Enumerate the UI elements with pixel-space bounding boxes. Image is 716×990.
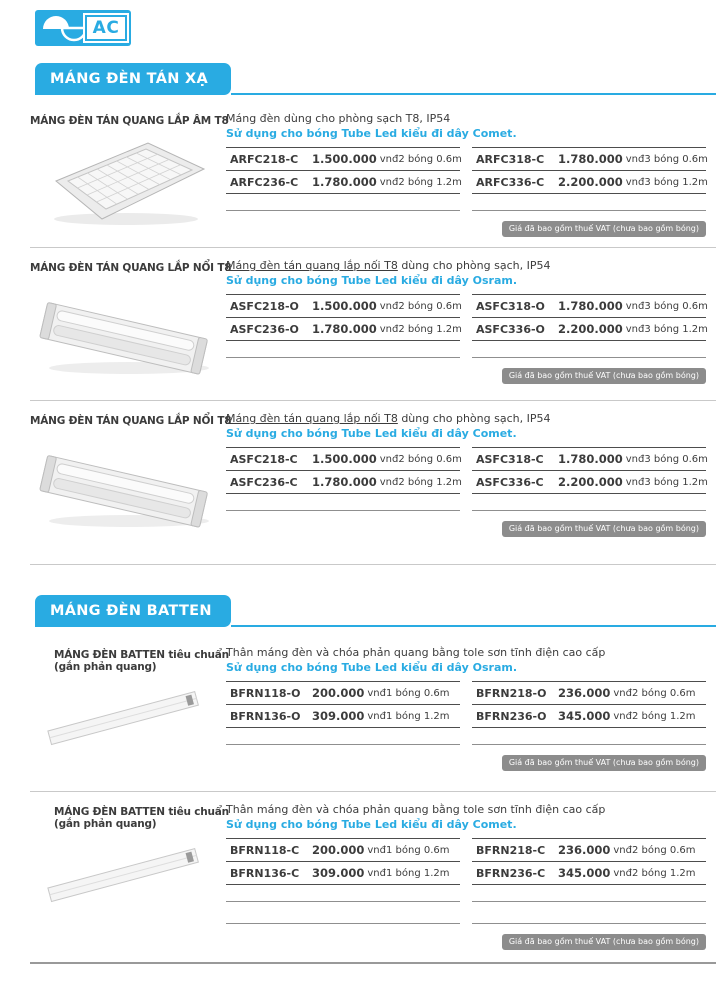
model-code: BFRN218-O xyxy=(476,686,547,700)
price: 1.780.000 xyxy=(312,475,377,489)
product-block-asfc-o xyxy=(30,248,716,401)
price-row xyxy=(226,704,460,728)
model-code: BFRN236-O xyxy=(476,709,547,723)
model-code: ARFC336-C xyxy=(476,175,545,189)
currency: vnđ xyxy=(379,476,399,488)
section-header-tan-xa xyxy=(35,63,716,95)
price: 2.200.000 xyxy=(558,322,623,336)
description-text: Thân máng đèn và chóa phản quang bằng tole sơn tĩnh điện cao cấp xyxy=(226,803,606,816)
product-title: MÁNG ĐÈN BATTEN tiêu chuẩn xyxy=(54,649,229,661)
lamp-spec: 3 bóng 1.2m xyxy=(644,323,708,335)
model-code: ARFC236-C xyxy=(230,175,299,189)
model-code: ASFC336-C xyxy=(476,475,544,489)
currency: vnđ xyxy=(367,710,386,722)
product-description xyxy=(226,802,706,817)
price-table-left xyxy=(226,838,460,885)
lamp-spec: 1 bóng 1.2m xyxy=(386,710,450,722)
price-table-left xyxy=(226,681,460,728)
product-block-bfrn-o xyxy=(30,635,716,792)
empty-row-rule xyxy=(226,923,706,924)
empty-row-rule xyxy=(226,901,706,902)
lamp-spec: 2 bóng 1.2m xyxy=(632,867,696,879)
description-underlined: Máng đèn tán quang lắp nối T8 xyxy=(226,412,398,425)
price-row xyxy=(226,317,460,341)
price-table-left xyxy=(226,147,460,194)
currency: vnđ xyxy=(367,867,386,879)
brand-logo xyxy=(35,10,131,46)
price-row xyxy=(472,147,706,170)
model-code: BFRN118-C xyxy=(230,843,300,857)
empty-row-rule xyxy=(226,744,706,745)
currency: vnđ xyxy=(625,300,645,312)
product-title: MÁNG ĐÈN TÁN QUANG LẮP ÂM T8 xyxy=(30,115,229,127)
product-title: MÁNG ĐÈN TÁN QUANG LẮP NỔI T8 xyxy=(30,262,232,274)
price-row xyxy=(226,838,460,861)
section-header-rule xyxy=(231,625,716,627)
lamp-spec: 2 bóng 0.6m xyxy=(398,300,462,312)
description-text: Máng đèn dùng cho phòng sạch T8, IP54 xyxy=(226,112,451,125)
description-underlined: Máng đèn tán quang lắp nối T8 xyxy=(226,259,398,272)
lamp-spec: 2 bóng 0.6m xyxy=(632,687,696,699)
description-text: dùng cho phòng sạch, IP54 xyxy=(397,412,551,425)
price-table-right xyxy=(472,147,706,194)
model-code: ASFC218-O xyxy=(230,299,299,313)
product-description xyxy=(226,411,706,426)
product-image-batten-strip xyxy=(34,675,218,767)
model-code: ASFC218-C xyxy=(230,452,298,466)
product-block-bfrn-c xyxy=(30,792,716,964)
model-code: BFRN136-C xyxy=(230,866,300,880)
lamp-spec: 2 bóng 1.2m xyxy=(398,323,462,335)
section-header-batten xyxy=(35,595,716,627)
price-row xyxy=(472,681,706,704)
price-row xyxy=(472,470,706,494)
price-table-right xyxy=(472,294,706,341)
model-code: ARFC318-C xyxy=(476,152,545,166)
price-table-left xyxy=(226,294,460,341)
product-subtitle: (gắn phản quang) xyxy=(54,661,157,673)
price-row xyxy=(226,861,460,885)
model-code: BFRN236-C xyxy=(476,866,546,880)
product-description xyxy=(226,645,706,660)
tube-compat-note: Sử dụng cho bóng Tube Led kiểu đi dây Comet. xyxy=(226,427,517,440)
lamp-spec: 3 bóng 0.6m xyxy=(644,153,708,165)
currency: vnđ xyxy=(625,153,645,165)
model-code: ARFC218-C xyxy=(230,152,299,166)
lamp-spec: 2 bóng 0.6m xyxy=(398,153,462,165)
price-table-right xyxy=(472,838,706,885)
currency: vnđ xyxy=(613,844,632,856)
price: 1.780.000 xyxy=(312,322,377,336)
currency: vnđ xyxy=(379,453,399,465)
currency: vnđ xyxy=(613,687,632,699)
model-code: BFRN218-C xyxy=(476,843,546,857)
price-row xyxy=(226,681,460,704)
lamp-spec: 3 bóng 1.2m xyxy=(644,476,708,488)
price: 309.000 xyxy=(312,709,365,723)
price: 1.780.000 xyxy=(558,452,623,466)
lamp-spec: 3 bóng 0.6m xyxy=(644,300,708,312)
description-text: Thân máng đèn và chóa phản quang bằng tole sơn tĩnh điện cao cấp xyxy=(226,646,606,659)
currency: vnđ xyxy=(625,453,645,465)
price: 1.500.000 xyxy=(312,152,377,166)
price: 200.000 xyxy=(312,843,365,857)
price-row xyxy=(226,294,460,317)
vat-note-badge: Giá đã bao gồm thuế VAT (chưa bao gồm bóng) xyxy=(502,521,706,537)
tube-compat-note: Sử dụng cho bóng Tube Led kiểu đi dây Comet. xyxy=(226,127,517,140)
price: 1.780.000 xyxy=(558,152,623,166)
lamp-spec: 1 bóng 0.6m xyxy=(386,844,450,856)
model-code: BFRN118-O xyxy=(230,686,301,700)
section-header-rule xyxy=(231,93,716,95)
product-image-surface-twin-tube xyxy=(34,276,218,378)
price: 200.000 xyxy=(312,686,365,700)
price-row xyxy=(472,704,706,728)
price-row xyxy=(472,317,706,341)
product-title: MÁNG ĐÈN TÁN QUANG LẮP NỔI T8 xyxy=(30,415,232,427)
product-image-batten-strip xyxy=(34,832,218,924)
price-row xyxy=(472,170,706,194)
currency: vnđ xyxy=(613,710,632,722)
model-code: BFRN136-O xyxy=(230,709,301,723)
lamp-spec: 2 bóng 1.2m xyxy=(632,710,696,722)
vat-note-badge: Giá đã bao gồm thuế VAT (chưa bao gồm bóng) xyxy=(502,755,706,771)
vat-note-badge: Giá đã bao gồm thuế VAT (chưa bao gồm bóng) xyxy=(502,368,706,384)
tube-compat-note: Sử dụng cho bóng Tube Led kiểu đi dây Osram. xyxy=(226,661,518,674)
product-description xyxy=(226,111,706,126)
section-tab-label: MÁNG ĐÈN TÁN XẠ xyxy=(35,63,231,95)
lamp-spec: 1 bóng 0.6m xyxy=(386,687,450,699)
price: 236.000 xyxy=(558,843,611,857)
product-description xyxy=(226,258,706,273)
currency: vnđ xyxy=(625,476,645,488)
price: 345.000 xyxy=(558,866,611,880)
tube-compat-note: Sử dụng cho bóng Tube Led kiểu đi dây Osram. xyxy=(226,274,518,287)
price-row xyxy=(226,170,460,194)
price: 2.200.000 xyxy=(558,475,623,489)
product-image-recessed-troffer xyxy=(36,129,216,229)
price: 236.000 xyxy=(558,686,611,700)
empty-row-rule xyxy=(226,210,706,211)
currency: vnđ xyxy=(625,323,645,335)
price: 1.780.000 xyxy=(312,175,377,189)
lamp-spec: 3 bóng 1.2m xyxy=(644,176,708,188)
price-table-right xyxy=(472,447,706,494)
lamp-spec: 2 bóng 1.2m xyxy=(398,176,462,188)
section-tab-label: MÁNG ĐÈN BATTEN xyxy=(35,595,231,627)
currency: vnđ xyxy=(367,687,386,699)
price-row xyxy=(472,447,706,470)
currency: vnđ xyxy=(379,153,399,165)
product-block-arfc xyxy=(30,101,716,248)
price-row xyxy=(226,447,460,470)
price-row xyxy=(226,470,460,494)
price: 345.000 xyxy=(558,709,611,723)
price: 2.200.000 xyxy=(558,175,623,189)
product-title: MÁNG ĐÈN BATTEN tiêu chuẩn xyxy=(54,806,229,818)
price-row xyxy=(472,861,706,885)
model-code: ASFC236-C xyxy=(230,475,298,489)
lamp-spec: 2 bóng 0.6m xyxy=(398,453,462,465)
currency: vnđ xyxy=(379,323,399,335)
currency: vnđ xyxy=(379,176,399,188)
price-table-left xyxy=(226,447,460,494)
model-code: ASFC236-O xyxy=(230,322,299,336)
description-text: dùng cho phòng sạch, IP54 xyxy=(397,259,551,272)
price-row xyxy=(472,294,706,317)
product-image-surface-twin-tube xyxy=(34,429,218,531)
price: 1.500.000 xyxy=(312,452,377,466)
price-row xyxy=(226,147,460,170)
vat-note-badge: Giá đã bao gồm thuế VAT (chưa bao gồm bóng) xyxy=(502,221,706,237)
logo-waves-icon xyxy=(35,10,91,46)
currency: vnđ xyxy=(613,867,632,879)
empty-row-rule xyxy=(226,510,706,511)
model-code: ASFC318-C xyxy=(476,452,544,466)
currency: vnđ xyxy=(379,300,399,312)
tube-compat-note: Sử dụng cho bóng Tube Led kiểu đi dây Comet. xyxy=(226,818,517,831)
model-code: ASFC318-O xyxy=(476,299,545,313)
lamp-spec: 2 bóng 0.6m xyxy=(632,844,696,856)
product-block-asfc-c xyxy=(30,401,716,565)
price-row xyxy=(472,838,706,861)
vat-note-badge: Giá đã bao gồm thuế VAT (chưa bao gồm bóng) xyxy=(502,934,706,950)
lamp-spec: 1 bóng 1.2m xyxy=(386,867,450,879)
currency: vnđ xyxy=(625,176,645,188)
price: 309.000 xyxy=(312,866,365,880)
logo-ac-text: AC xyxy=(85,15,127,41)
model-code: ASFC336-O xyxy=(476,322,545,336)
lamp-spec: 2 bóng 1.2m xyxy=(398,476,462,488)
price: 1.500.000 xyxy=(312,299,377,313)
empty-row-rule xyxy=(226,357,706,358)
price-table-right xyxy=(472,681,706,728)
currency: vnđ xyxy=(367,844,386,856)
lamp-spec: 3 bóng 0.6m xyxy=(644,453,708,465)
price: 1.780.000 xyxy=(558,299,623,313)
product-subtitle: (gắn phản quang) xyxy=(54,818,157,830)
